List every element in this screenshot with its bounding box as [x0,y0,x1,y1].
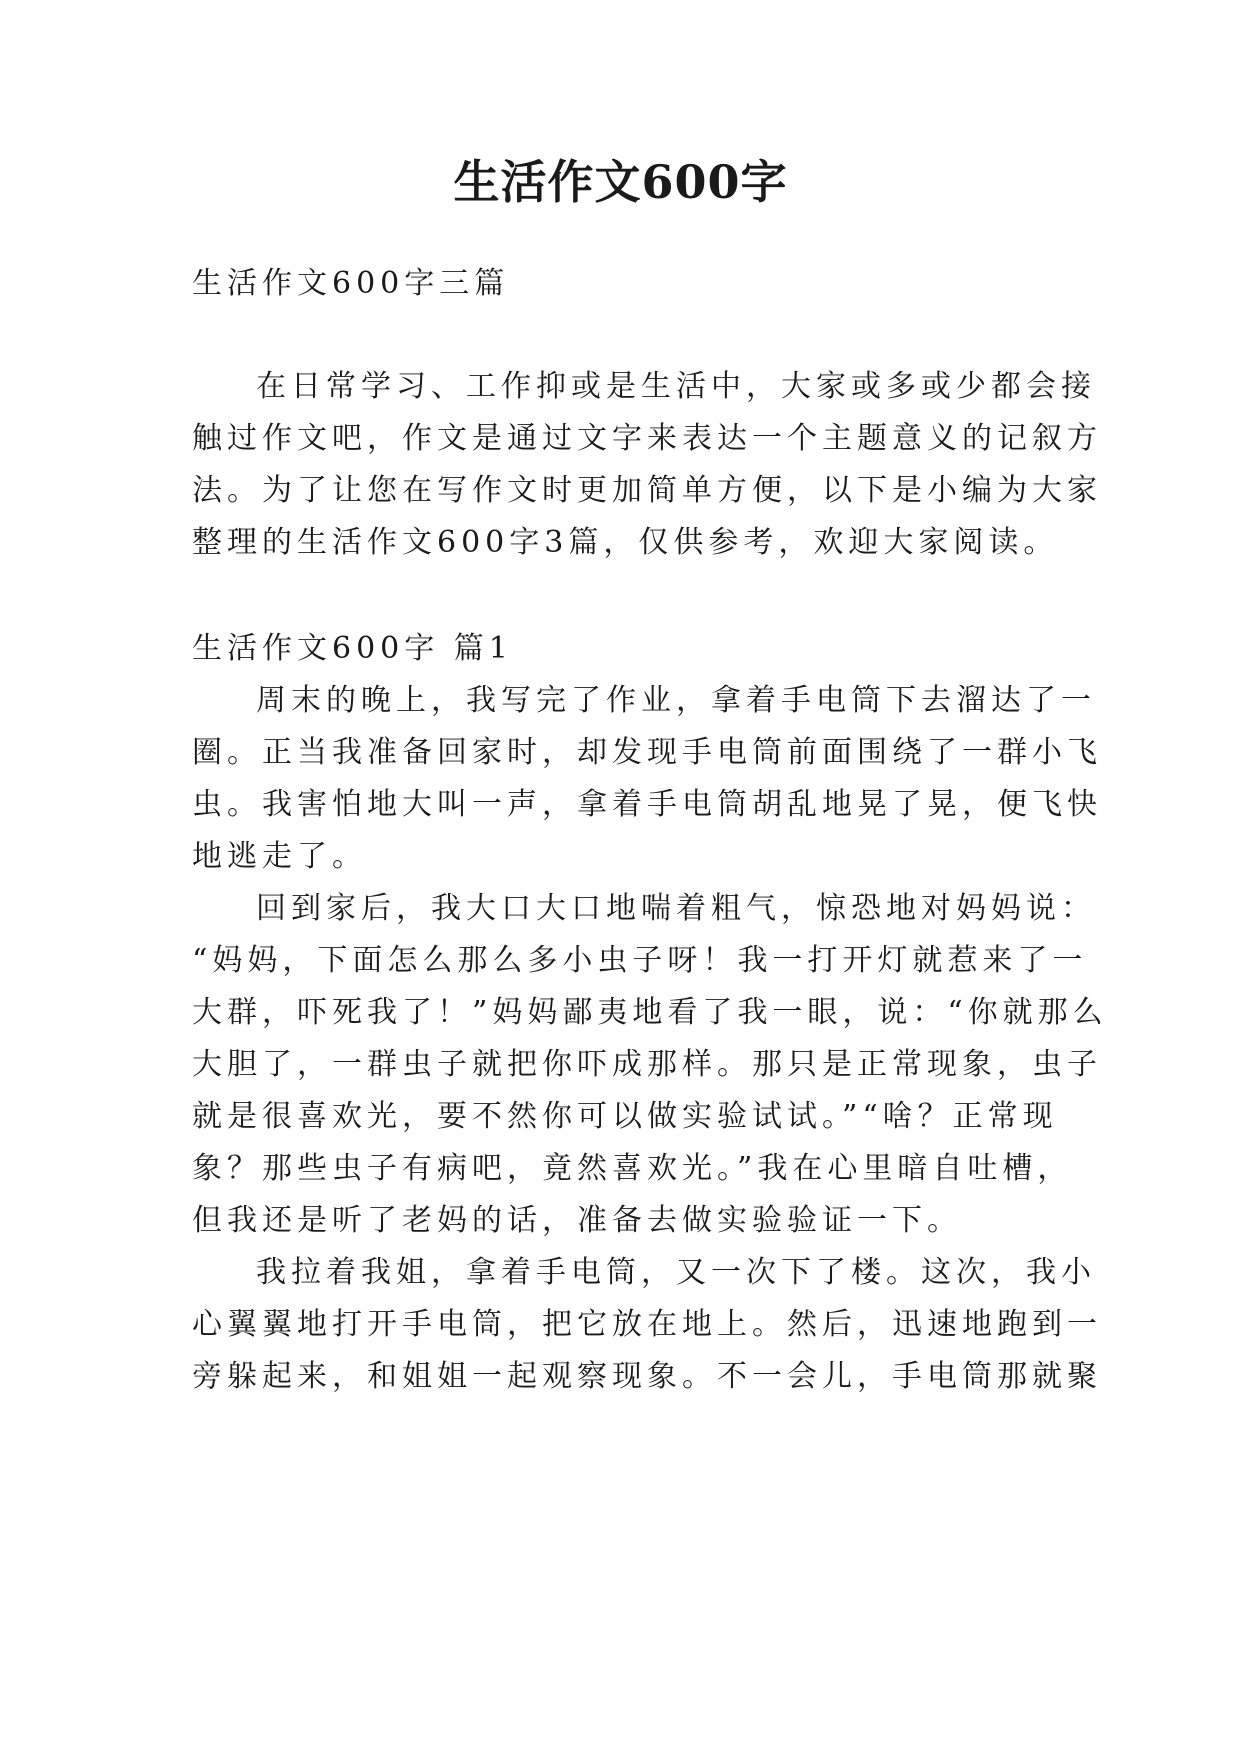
paragraph-line: 大群，吓死我了！”妈妈鄙夷地看了我一眼，说：“你就那么 [192,995,1108,1030]
paragraph-line: 象？那些虫子有病吧，竟然喜欢光。”我在心里暗自吐槽， [192,1151,1073,1186]
paragraph-line: 虫。我害怕地大叫一声，拿着手电筒胡乱地晃了晃，便飞快 [192,787,1102,822]
document-subtitle: 生活作文600字三篇 [192,266,510,301]
paragraph-line: 周末的晚上，我写完了作业，拿着手电筒下去溜达了一 [256,683,1096,718]
document-title: 生活作文600字 [453,155,788,209]
intro-line: 在日常学习、工作抑或是生活中，大家或多或少都会接 [256,369,1096,404]
intro-line: 触过作文吧，作文是通过文字来表达一个主题意义的记叙方 [192,421,1102,456]
paragraph-line: “妈妈，下面怎么那么多小虫子呀！我一打开灯就惹来了一 [192,943,1088,978]
paragraph-line: 旁躲起来，和姐姐一起观察现象。不一会儿，手电筒那就聚 [192,1359,1102,1394]
intro-line: 法。为了让您在写作文时更加简单方便，以下是小编为大家 [192,473,1102,508]
paragraph-line: 回到家后，我大口大口地喘着粗气，惊恐地对妈妈说： [256,891,1096,926]
paragraph-line: 心翼翼地打开手电筒，把它放在地上。然后，迅速地跑到一 [192,1307,1102,1342]
intro-line: 整理的生活作文600字3篇，仅供参考，欢迎大家阅读。 [192,525,1059,560]
paragraph-line: 就是很喜欢光，要不然你可以做实验试试。”“啥？正常现 [192,1099,1058,1134]
section-heading: 生活作文600字 篇1 [192,631,513,666]
paragraph-line: 大胆了，一群虫子就把你吓成那样。那只是正常现象，虫子 [192,1047,1102,1082]
paragraph-line: 地逃走了。 [192,839,367,874]
paragraph-line: 圈。正当我准备回家时，却发现手电筒前面围绕了一群小飞 [192,735,1102,770]
paragraph-line: 我拉着我姐，拿着手电筒，又一次下了楼。这次，我小 [256,1255,1096,1290]
paragraph-line: 但我还是听了老妈的话，准备去做实验验证一下。 [192,1203,962,1238]
